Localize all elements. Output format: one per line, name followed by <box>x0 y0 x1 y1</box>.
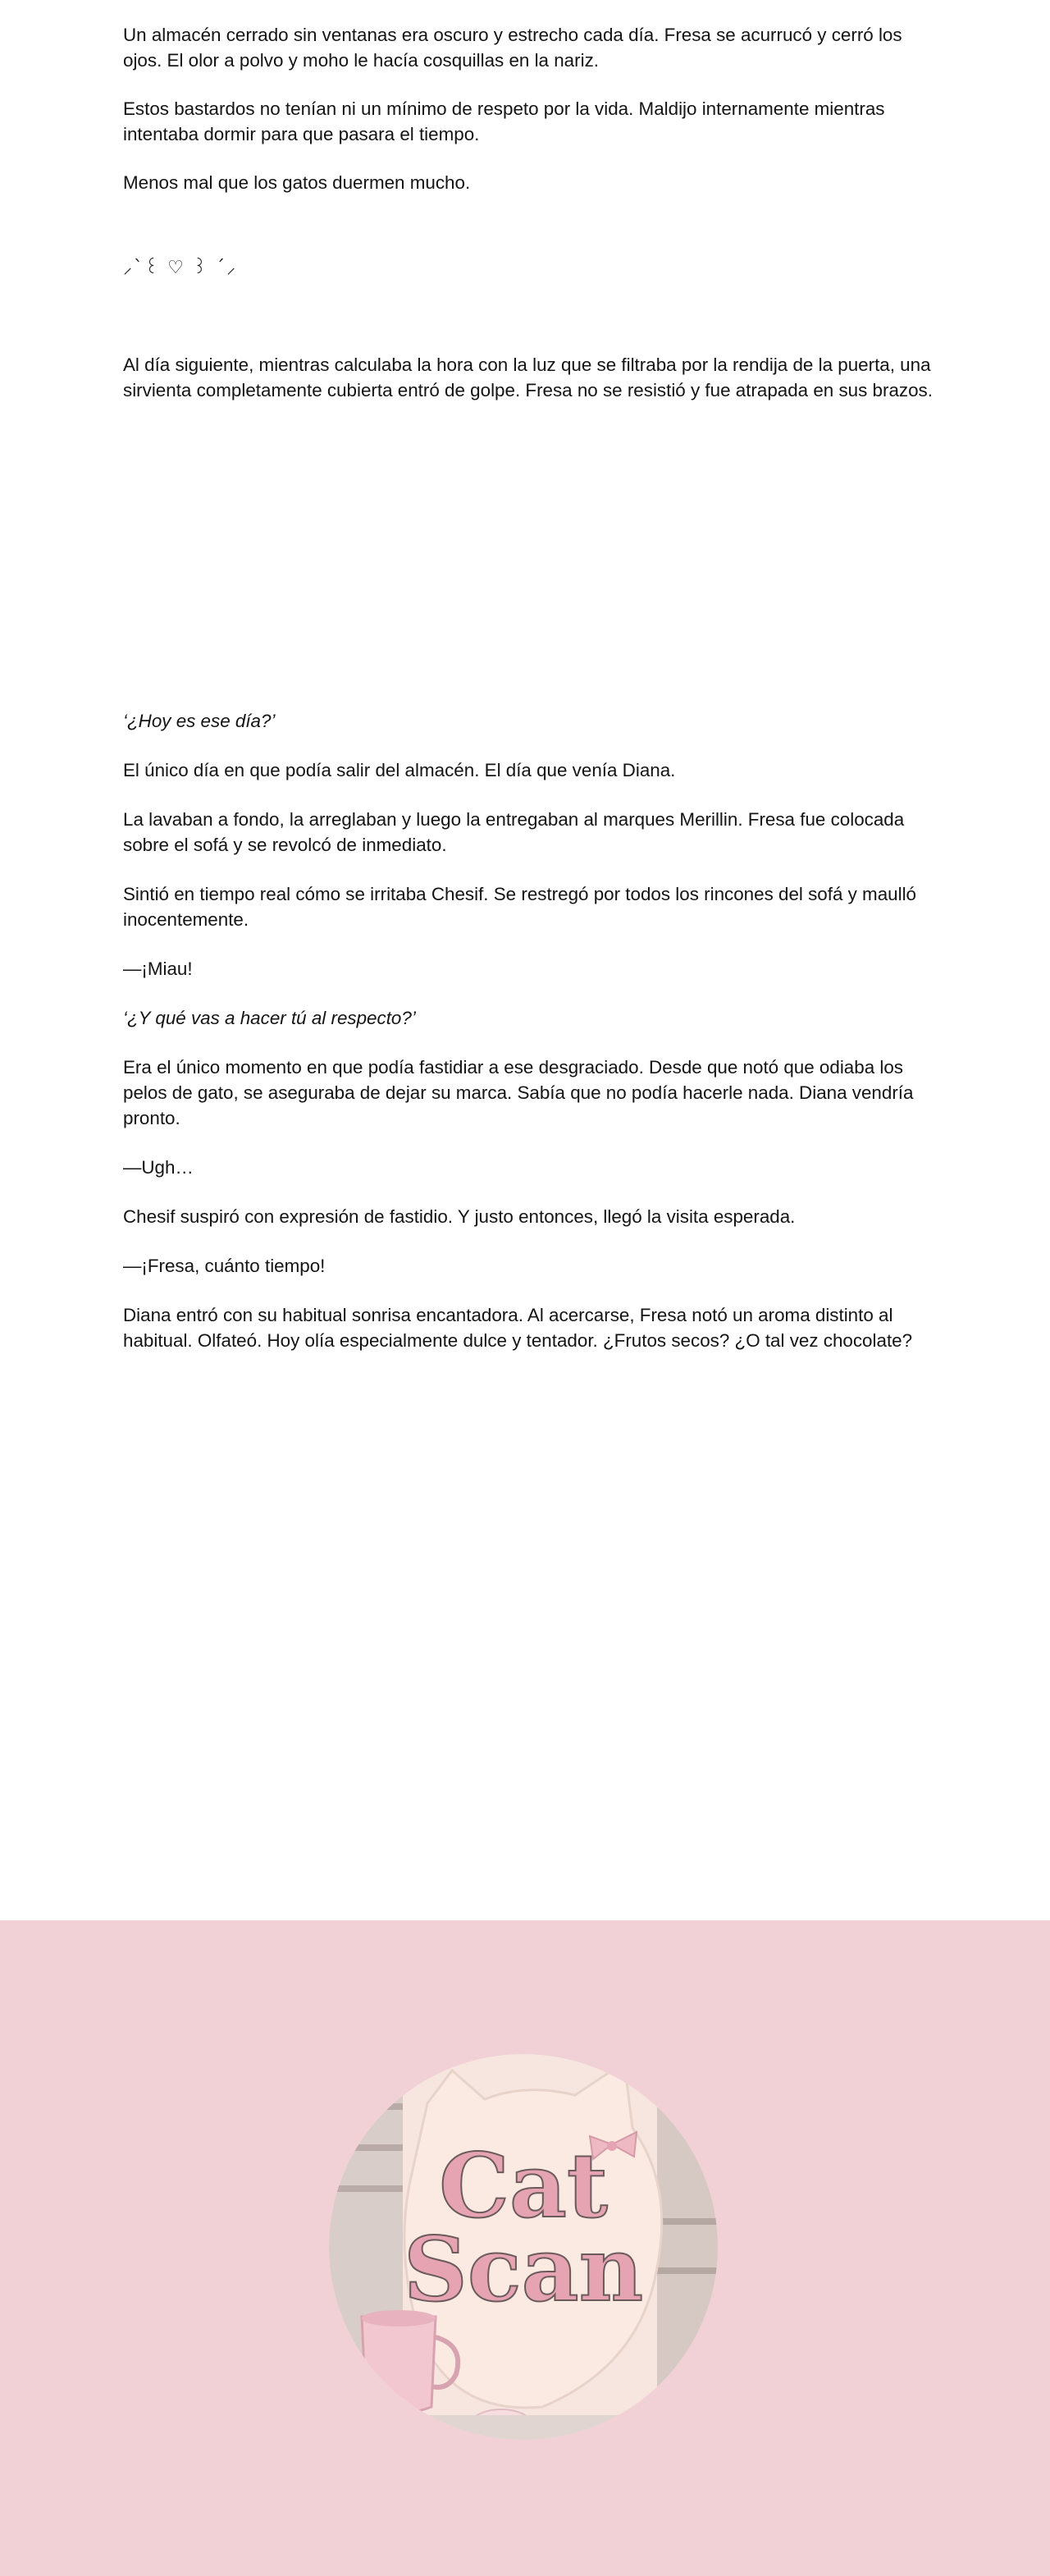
logo-word-scan: Scan <box>403 2218 644 2322</box>
thought-line: ‘¿Hoy es ese día?’ <box>123 711 276 731</box>
dialogue-line: —¡Fresa, cuánto tiempo! <box>123 1256 326 1276</box>
paragraph: Un almacén cerrado sin ventanas era oscuro y estrecho cada día. Fresa se acurrucó y cerró los ojos. El olor a polvo y moho le hacía cosquillas en la nariz. <box>123 25 902 71</box>
paragraph: La lavaban a fondo, la arreglaban y luego la entregaban al marques Merillin. Fresa fue colocada sobre el sofá y se revolcó de inmediato. <box>123 809 905 855</box>
paragraph: Era el único momento en que podía fastidiar a ese desgraciado. Desde que notó que odiaba los pelos de gato, se aseguraba de dejar su marca. Sabía que no podía hacerle nada. Diana vendría pronto. <box>123 1057 914 1128</box>
thought-line: ‘¿Y qué vas a hacer tú al respecto?’ <box>123 1008 416 1028</box>
paragraph: Estos bastardos no tenían ni un mínimo de respeto por la vida. Maldijo internamente mientras intentaba dormir para que pasara el tiempo. <box>123 98 885 144</box>
paragraph: Sintió en tiempo real cómo se irritaba Chesif. Se restregó por todos los rincones del sofá y maulló inocentemente. <box>123 884 917 930</box>
story-section-2 <box>123 352 935 403</box>
logo-word-cat: Cat <box>439 2134 608 2238</box>
logo-shelf-right <box>657 2087 718 2440</box>
paragraph: El único día en que podía salir del almacén. El día que venía Diana. <box>123 760 676 780</box>
story-section-1 <box>123 22 935 195</box>
section-divider: ⸝ˋ꒰ ♡ ꒱ ˊ⸝ <box>123 258 238 278</box>
catscan-logo <box>329 2054 718 2440</box>
paragraph: Diana entró con su habitual sonrisa encantadora. Al acercarse, Fresa notó un aroma distinto al habitual. Olfateó. Hoy olía especialmente dulce y tentador. ¿Frutos secos? ¿O tal vez chocolate? <box>123 1305 913 1351</box>
dialogue-line: —Ugh… <box>123 1157 194 1178</box>
mug-icon <box>362 2317 436 2414</box>
paragraph: Menos mal que los gatos duermen mucho. <box>123 172 471 193</box>
story-section-3 <box>123 708 935 1353</box>
paragraph: Al día siguiente, mientras calculaba la hora con la luz que se filtraba por la rendija de la puerta, una sirvienta completamente cubierta entró de golpe. Fresa no se resistió y fue atrapada en sus brazos. <box>123 355 933 400</box>
dialogue-line: —¡Miau! <box>123 959 193 979</box>
paragraph: Chesif suspiró con expresión de fastidio. Y justo entonces, llegó la visita esperada. <box>123 1206 796 1227</box>
